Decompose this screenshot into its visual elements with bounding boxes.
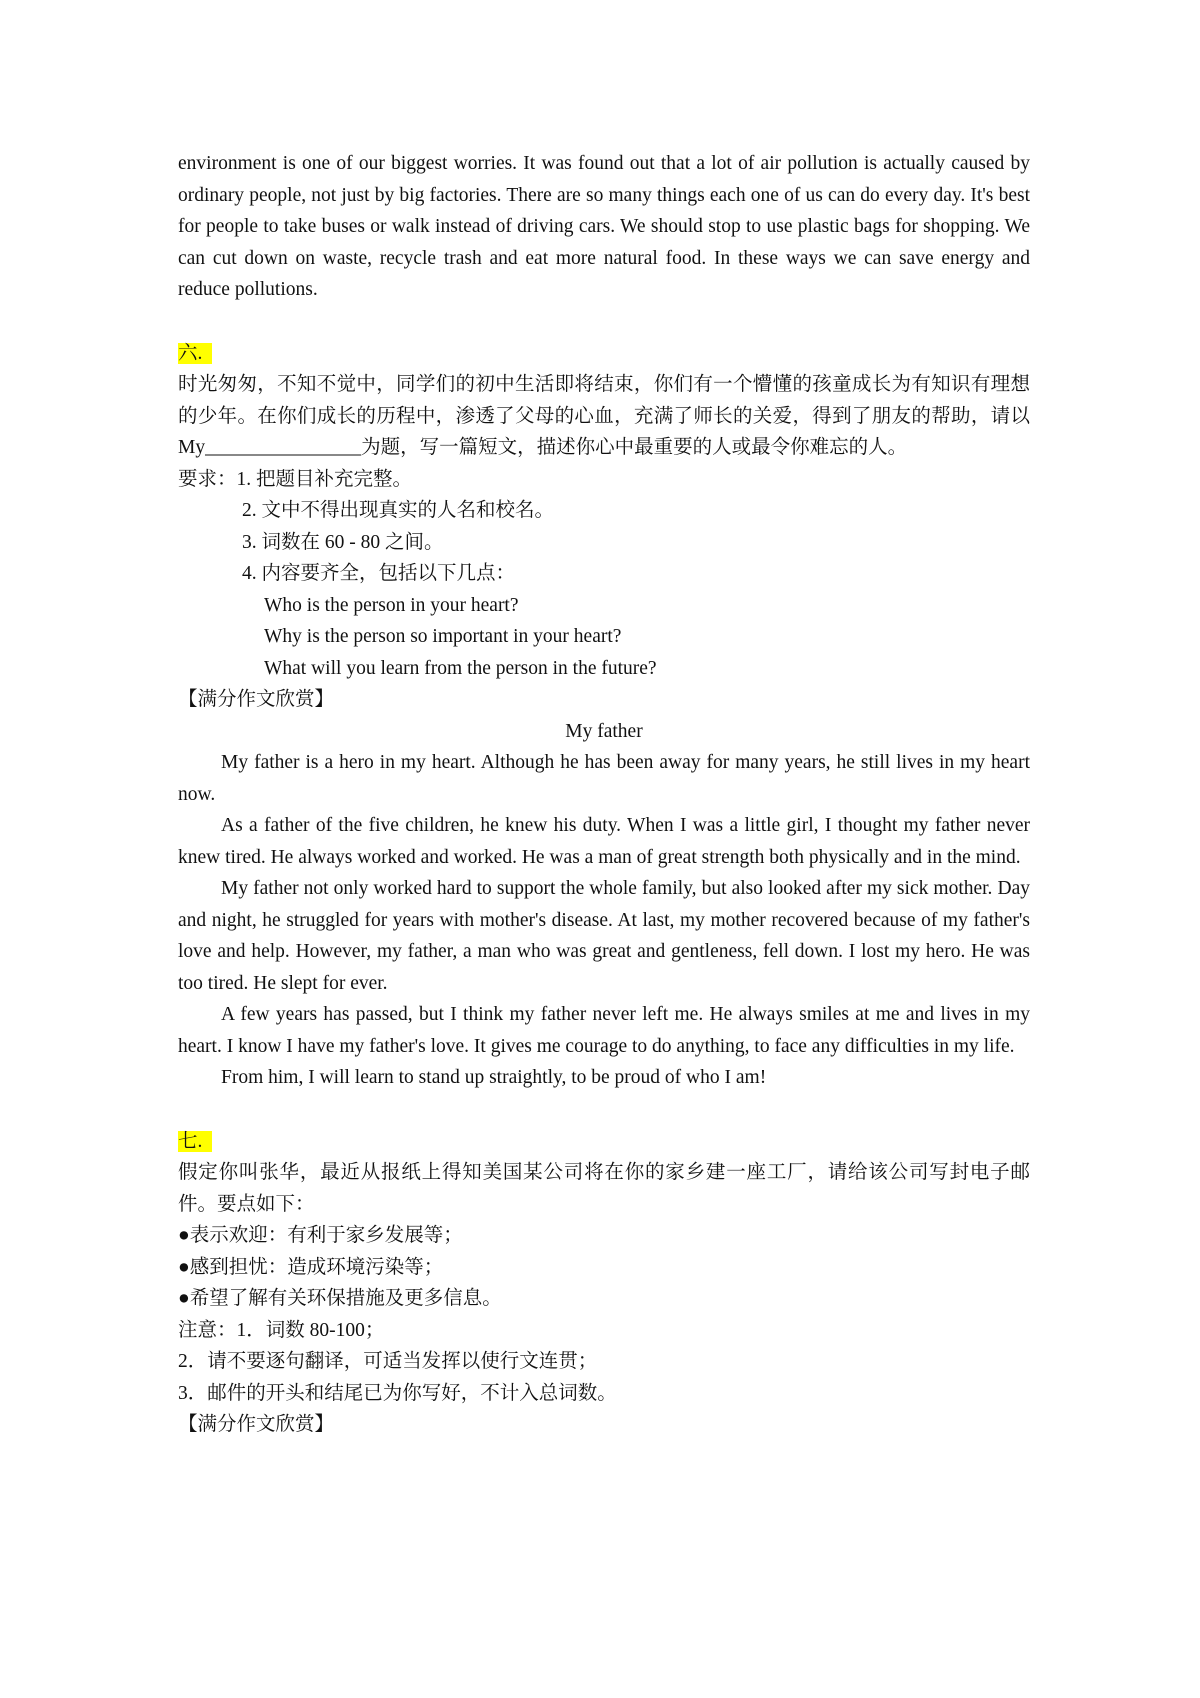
bullet-info: ●希望了解有关环保措施及更多信息。 — [178, 1288, 502, 1309]
requirement-3: 3. 词数在 60 - 80 之间。 — [242, 531, 444, 553]
note-1: 注意：1．词数 80-100； — [178, 1319, 385, 1341]
essay-paragraph-5: From him, I will learn to stand up straightly, to be proud of who I am! — [221, 1067, 767, 1088]
section-7-prompt: 假定你叫张华，最近从报纸上得知美国某公司将在你的家乡建一座工厂，请给该公司写封电子邮件。要点如下： — [178, 1162, 1030, 1215]
section-6-prompt: 时光匆匆，不知不觉中，同学们的初中生活即将结束，你们有一个懵懂的孩童成长为有知识有理想的少年。在你们成长的历程中，渗透了父母的心血，充满了师长的关爱，得到了朋友的帮助，请以 My________________为题，写一篇短文，描述你心中最重要的人或最令你难忘的人。 — [178, 374, 1030, 458]
requirements-label: 要求： — [178, 468, 237, 490]
requirement-2: 2. 文中不得出现真实的人名和校名。 — [242, 500, 555, 521]
essay-paragraph-2: As a father of the five children, he knew his duty. When I was a little girl, I thought my father never knew tired. He always worked and worked. He was a man of great strength both physically and in the mind. — [178, 815, 1030, 868]
document-page — [178, 148, 1030, 1441]
section-6-model-label: 【满分作文欣赏】 — [178, 689, 335, 710]
question-3: What will you learn from the person in the future? — [264, 657, 657, 679]
requirement-4: 4. 内容要齐全，包括以下几点： — [242, 563, 516, 584]
question-2: Why is the person so important in your heart? — [264, 626, 622, 647]
intro-paragraph: environment is one of our biggest worries. It was found out that a lot of air pollution is actually caused by ordinary people, not just by big factories. There are so many things each one of us can do every day. It's best for people to take buses or walk instead of driving cars. We should stop to use plastic bags for shopping. We can cut down on waste, recycle trash and eat more natural food. In these ways we can save energy and reduce pollutions. — [178, 153, 1030, 300]
note-2: 2．请不要逐句翻译，可适当发挥以使行文连贯； — [178, 1351, 598, 1372]
essay-paragraph-4: A few years has passed, but I think my father never left me. He always smiles at me and lives in my heart. I know I have my father's love. It gives me courage to do anything, to face any difficulties in my life. — [178, 1004, 1030, 1057]
section-7-heading — [178, 1126, 1030, 1158]
essay-paragraph-1: My father is a hero in my heart. Although he has been away for many years, he still lives in my heart now. — [178, 752, 1030, 805]
question-1: Who is the person in your heart? — [264, 594, 519, 616]
section-7-model-label: 【满分作文欣赏】 — [178, 1414, 335, 1435]
section-6-number: 六. — [178, 343, 212, 364]
note-3: 3．邮件的开头和结尾已为你写好，不计入总词数。 — [178, 1382, 617, 1404]
section-7-number: 七. — [178, 1131, 212, 1152]
essay-title: My father — [565, 720, 643, 742]
requirement-1: 要求：1. 把题目补充完整。 — [178, 468, 413, 490]
bullet-welcome: ●表示欢迎：有利于家乡发展等； — [178, 1225, 463, 1246]
section-6-heading — [178, 338, 1030, 370]
bullet-concern: ●感到担忧：造成环境污染等； — [178, 1256, 444, 1278]
essay-paragraph-3: My father not only worked hard to support the whole family, but also looked after my sick mother. Day and night, he struggled for years with mother's disease. At last, my mother recovered because of my father's love and help. However, my father, a man who was great and gentleness, fell down. I lost my hero. He was too tired. He slept for ever. — [178, 878, 1030, 994]
